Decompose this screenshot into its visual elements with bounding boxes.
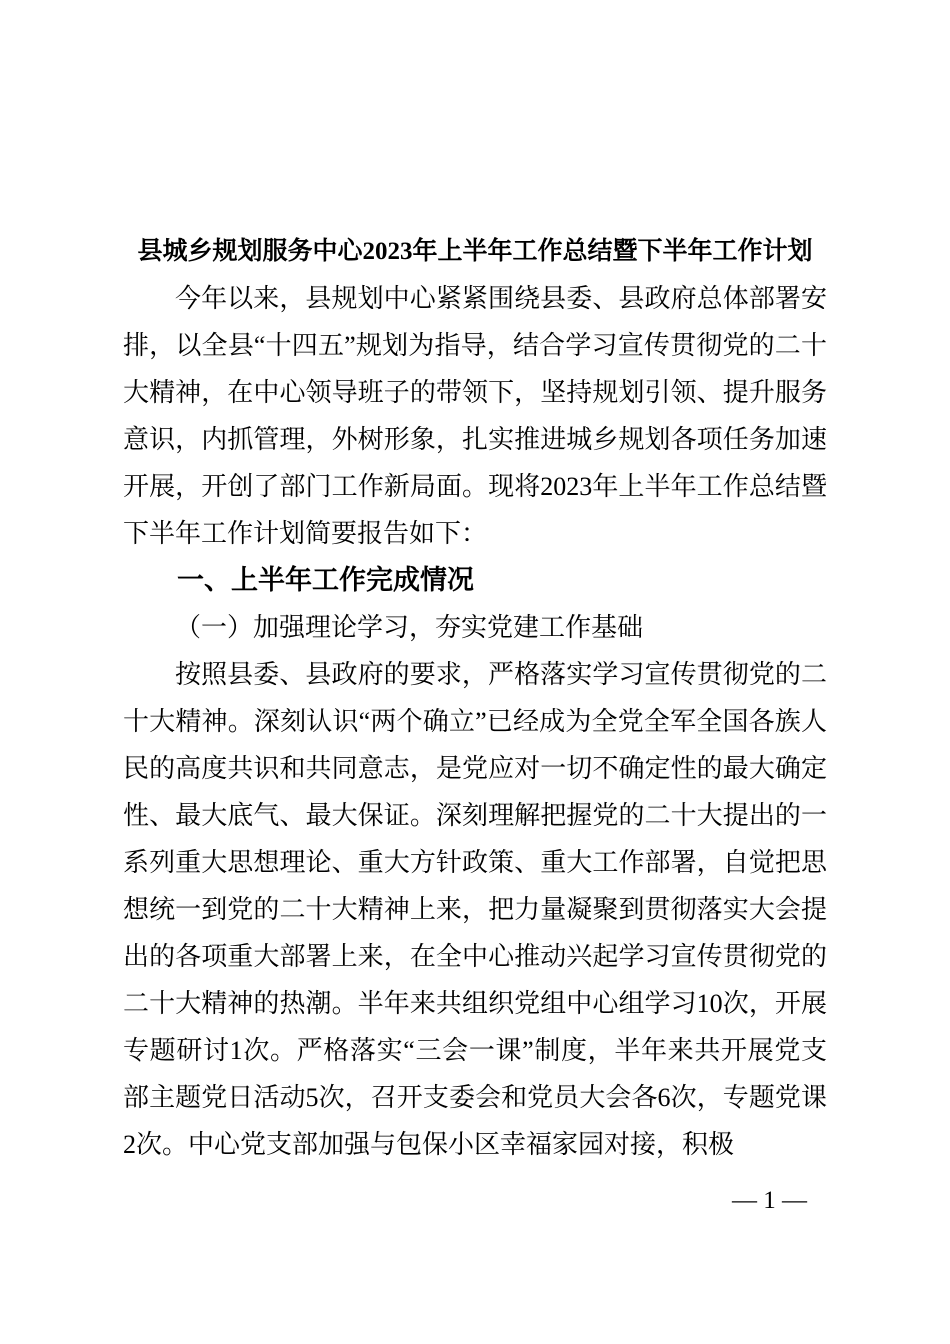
- document-title: 县城乡规划服务中心2023年上半年工作总结暨下半年工作计划: [137, 238, 813, 265]
- section-heading: 一、上半年工作完成情况: [177, 565, 474, 595]
- intro-paragraph: 今年以来，县规划中心紧紧围绕县委、县政府总体部署安排，以全县“十四五”规划为指导，结合学习宣传贯彻党的二十大精神，在中心领导班子的带领下，坚持规划引领、提升服务意识，内抓管理，外树形象，扎实推进城乡规划各项任务加速开展，开创了部门工作新局面。现将2023年上半年工作总结暨下半年工作计划简要报告如下：: [123, 284, 827, 548]
- page-number: — 1 —: [732, 1187, 807, 1214]
- subsection-heading: （一）加强理论学习，夯实党建工作基础: [175, 613, 644, 642]
- body-paragraph: 按照县委、县政府的要求，严格落实学习宣传贯彻党的二十大精神。深刻认识“两个确立”已经成为全党全军全国各族人民的高度共识和共同意志，是党应对一切不确定性的最大确定性、最大底气、最大保证。深刻理解把握党的二十大提出的一系列重大思想理论、重大方针政策、重大工作部署，自觉把思想统一到党的二十大精神上来，把力量凝聚到贯彻落实大会提出的各项重大部署上来，在全中心推动兴起学习宣传贯彻党的二十大精神的热潮。半年来共组织党组中心组学习10次，开展专题研讨1次。严格落实“三会一课”制度，半年来共开展党支部主题党日活动5次，召开支委会和党员大会各6次，专题党课2次。中心党支部加强与包保小区幸福家园对接，积极: [123, 660, 827, 1159]
